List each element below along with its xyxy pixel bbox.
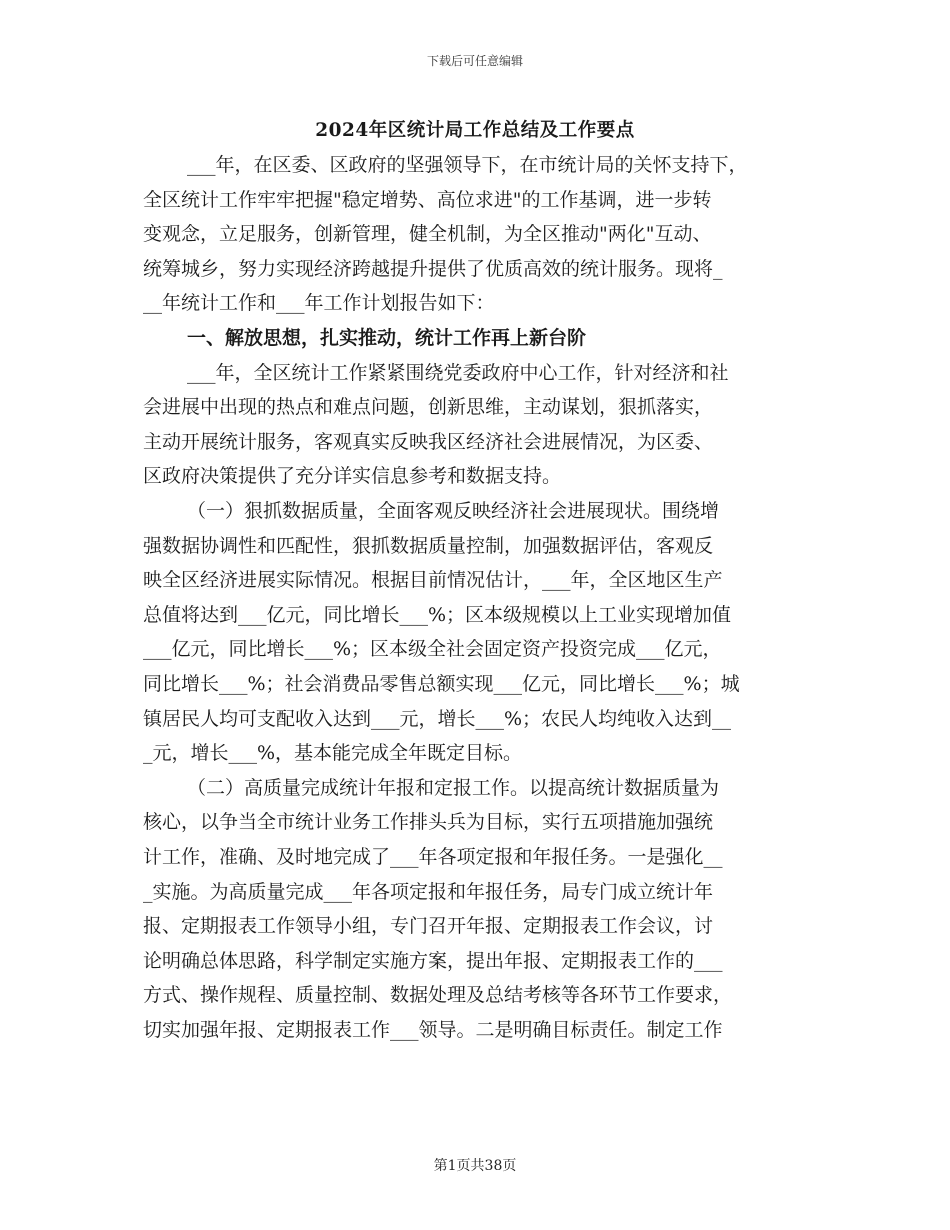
- paragraph-line: 同比增长___%；社会消费品零售总额实现___亿元，同比增长___%；城: [143, 673, 740, 695]
- paragraph-line: （二）高质量完成统计年报和定报工作。以提高统计数据质量为: [187, 776, 720, 799]
- paragraph-line: _元，增长___%，基本能完成全年既定目标。: [143, 742, 523, 765]
- paragraph-line: 区政府决策提供了充分详实信息参考和数据支持。: [143, 465, 562, 488]
- section-heading: 一、解放思想，扎实推动，统计工作再上新台阶: [187, 327, 587, 349]
- paragraph-line: 论明确总体思路，科学制定实施方案，提出年报、定期报表工作的___: [143, 949, 723, 972]
- paragraph-line: _实施。为高质量完成___年各项定报和年报任务，局专门成立统计年: [143, 880, 714, 903]
- paragraph-line: __年统计工作和___年工作计划报告如下：: [143, 292, 495, 315]
- paragraph-line: （一）狠抓数据质量，全面客观反映经济社会进展现状。围绕增: [187, 500, 720, 522]
- paragraph-line: 总值将达到___亿元，同比增长___%；区本级规模以上工业实现增加值: [143, 603, 732, 626]
- paragraph-line: 方式、操作规程、质量控制、数据处理及总结考核等各环节工作要求，: [143, 984, 733, 1007]
- paragraph-line: 统筹城乡，努力实现经济跨越提升提供了优质高效的统计服务。现将_: [143, 257, 723, 280]
- paragraph-line: 主动开展统计服务，客观真实反映我区经济社会进展情况，为区委、: [143, 430, 714, 453]
- document-title: 2024年区统计局工作总结及工作要点: [315, 120, 635, 141]
- paragraph-line: 会进展中出现的热点和难点问题，创新思维，主动谋划，狠抓落实，: [143, 396, 714, 419]
- paragraph-line: 核心，以争当全市统计业务工作排头兵为目标，实行五项措施加强统: [143, 811, 714, 834]
- paragraph-line: 全区统计工作牢牢把握"稳定增势、高位求进"的工作基调，进一步转: [143, 188, 712, 211]
- paragraph-line: ___年，全区统计工作紧紧围绕党委政府中心工作，针对经济和社: [187, 361, 729, 384]
- paragraph-line: 计工作，准确、及时地完成了___年各项定报和年报任务。一是强化__: [143, 846, 723, 868]
- paragraph-line: ___亿元，同比增长___%；区本级全社会固定资产投资完成___亿元，: [143, 638, 722, 661]
- paragraph-line: 镇居民人均可支配收入达到___元，增长___%；农民人均纯收入达到__: [143, 707, 732, 730]
- paragraph-line: 映全区经济进展实际情况。根据目前情况估计，___年，全区地区生产: [143, 569, 723, 592]
- paragraph-line: 报、定期报表工作领导小组，专门召开年报、定期报表工作会议，讨: [143, 915, 714, 938]
- paragraph-line: 切实加强年报、定期报表工作___领导。二是明确目标责任。制定工作: [143, 1019, 723, 1041]
- header-note: 下载后可任意编辑: [426, 54, 523, 68]
- page-footer: 第1页共38页: [433, 1158, 517, 1174]
- paragraph-line: ___年，在区委、区政府的坚强领导下，在市统计局的关怀支持下，: [187, 154, 748, 176]
- paragraph-line: 强数据协调性和匹配性，狠抓数据质量控制，加强数据评估，客观反: [143, 534, 714, 557]
- paragraph-line: 变观念，立足服务，创新管理，健全机制，为全区推动"两化"互动、: [143, 223, 712, 246]
